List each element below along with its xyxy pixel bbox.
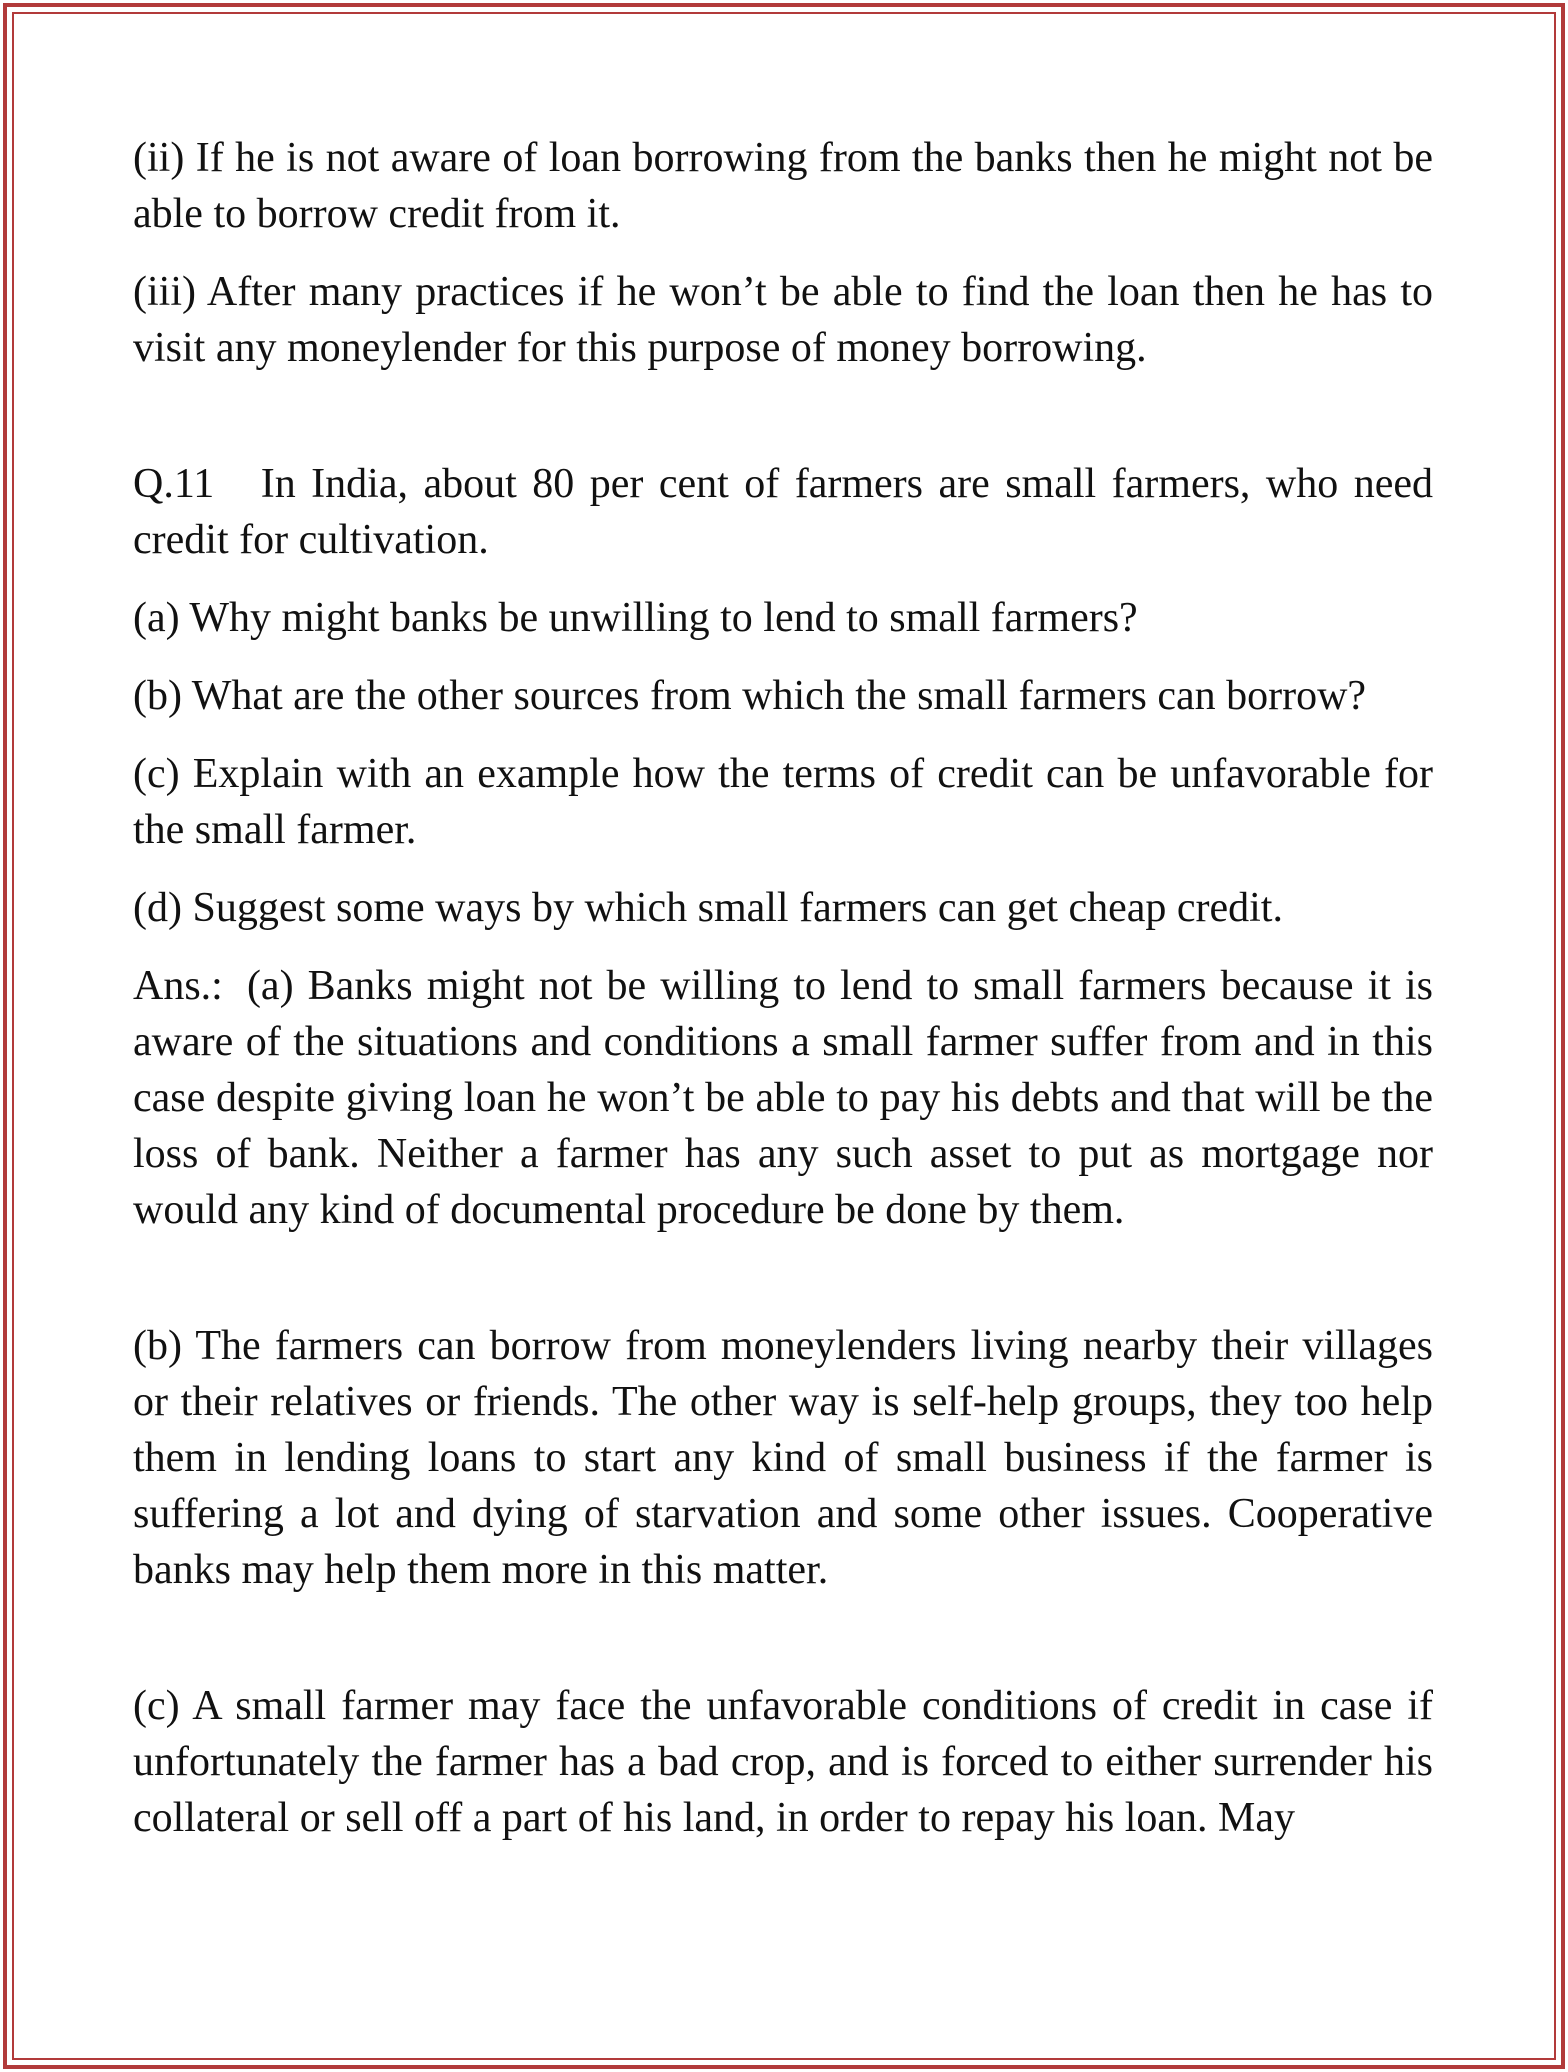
answer-part-a	[133, 958, 1433, 1238]
answer-part-b: (b) The farmers can borrow from moneylenders living nearby their villages or their relatives or friends. The other way is self-help groups, they too help them in lending loans to start any kind of small business if the farmer is suffering a lot and dying of starvation and some other issues. Cooperative banks may help them more in this matter.	[133, 1323, 1433, 1593]
document-body	[133, 130, 1433, 1846]
question-stem	[133, 456, 1433, 568]
question-number: Q.11	[133, 461, 215, 507]
question-part-c: (c) Explain with an example how the terms of credit can be unfavorable for the small farmer.	[133, 751, 1433, 853]
intro-paragraph-iii: (iii) After many practices if he won’t be able to find the loan then he has to visit any moneylender for this purpose of money borrowing.	[133, 269, 1433, 371]
question-part-b: (b) What are the other sources from which the small farmers can borrow?	[133, 673, 1367, 719]
answer-part-c: (c) A small farmer may face the unfavorable conditions of credit in case if unfortunately the farmer has a bad crop, and is forced to either surrender his collateral or sell off a part of his land, in order to repay his loan. May	[133, 1683, 1433, 1841]
question-text: In India, about 80 per cent of farmers are small farmers, who need credit for cultivation.	[133, 461, 1433, 563]
question-part-a: (a) Why might banks be unwilling to lend to small farmers?	[133, 595, 1138, 641]
question-part-d: (d) Suggest some ways by which small farmers can get cheap credit.	[133, 885, 1283, 931]
intro-paragraph-ii: (ii) If he is not aware of loan borrowing from the banks then he might not be able to borrow credit from it.	[133, 135, 1433, 237]
answer-label: Ans.:	[133, 963, 223, 1009]
answer-part-a-text: (a) Banks might not be willing to lend to small farmers because it is aware of the situations and conditions a small farmer suffer from and in this case despite giving loan he won’t be able to pay his debts and that will be the loss of bank. Neither a farmer has any such asset to put as mortgage nor would any kind of documental procedure be done by them.	[133, 963, 1433, 1233]
